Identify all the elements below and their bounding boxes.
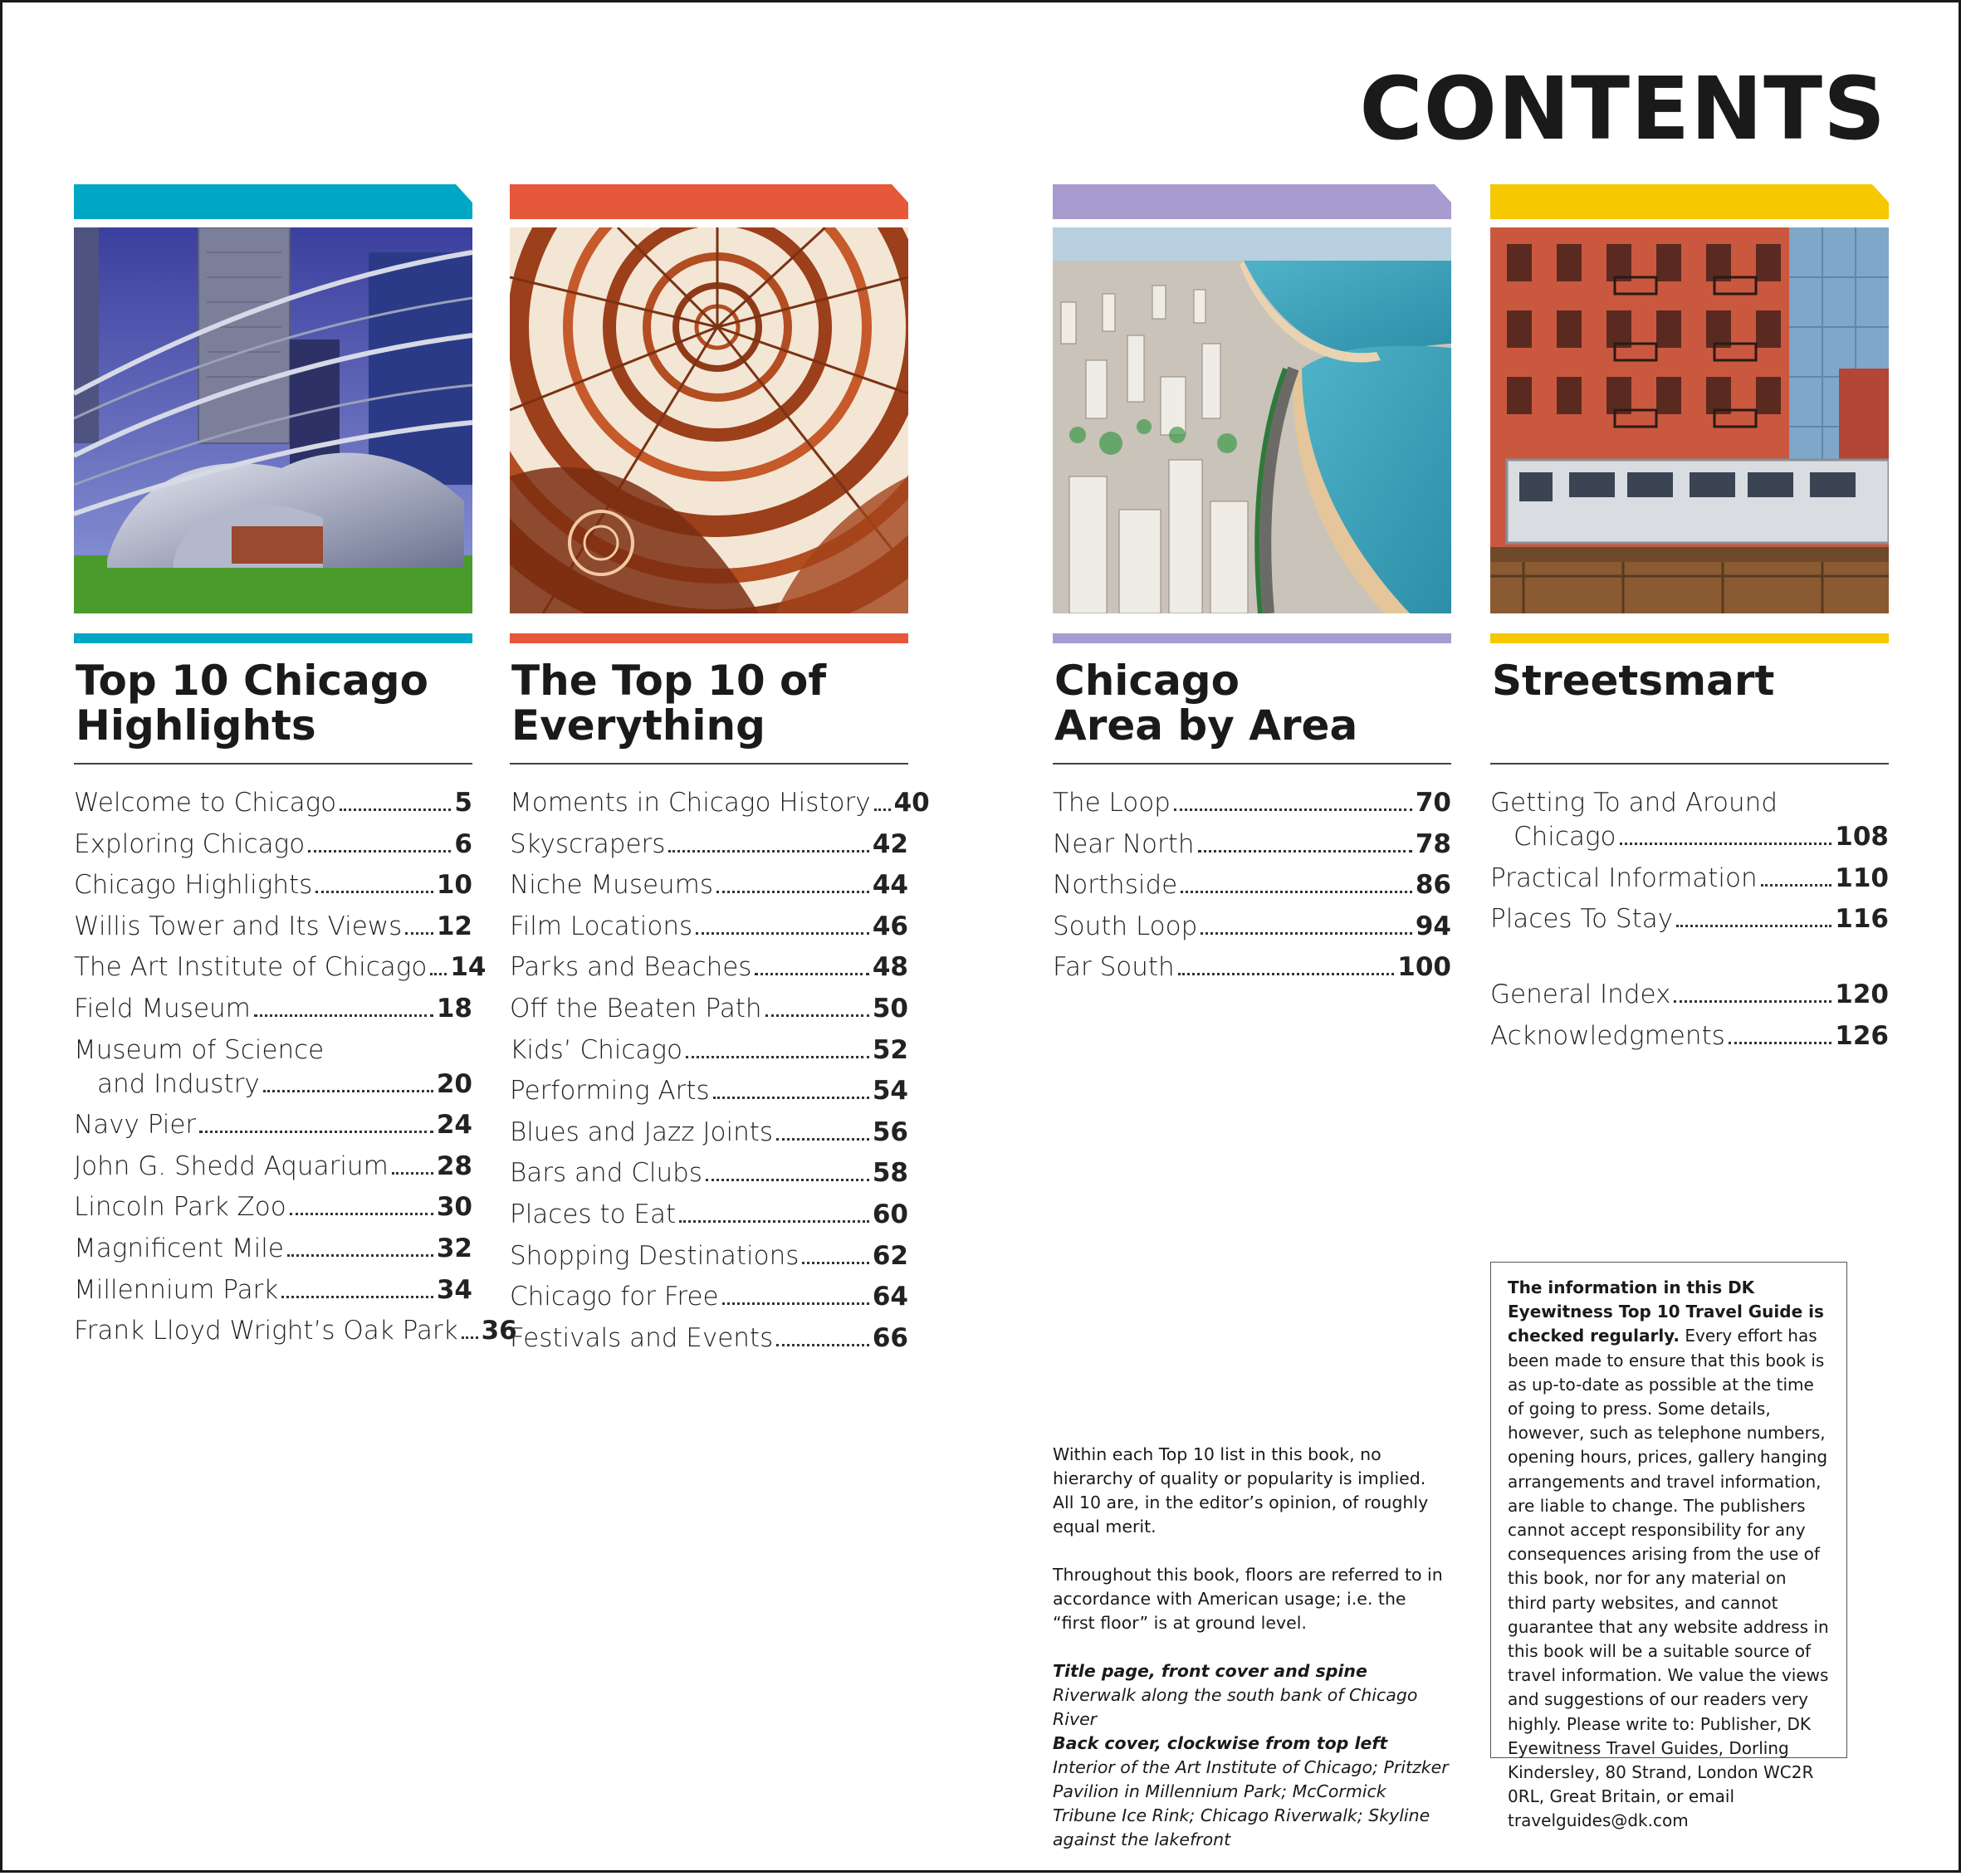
- entry-label: Welcome to Chicago: [74, 788, 337, 818]
- toc-entry[interactable]: [74, 1314, 517, 1348]
- section-heading: [511, 658, 908, 750]
- entry-label: The Loop: [1053, 788, 1171, 818]
- leader-dots: [340, 809, 451, 811]
- toc-entry[interactable]: [1490, 902, 1889, 936]
- leader-dots: [199, 1131, 433, 1133]
- page-title: CONTENTS: [1359, 58, 1886, 159]
- page-number: 10: [436, 870, 472, 901]
- heading-rule: [74, 763, 472, 765]
- page-number: 46: [872, 911, 908, 941]
- section-bar: [510, 633, 908, 643]
- page-number: 34: [436, 1274, 472, 1305]
- entry-label: Niche Museums: [510, 870, 714, 901]
- credit-text: Riverwalk along the south bank of Chicago River: [1053, 1685, 1418, 1729]
- leader-dots: [686, 1056, 869, 1058]
- leader-dots: [254, 1014, 433, 1017]
- page-number: 48: [872, 952, 908, 983]
- note-hierarchy: Within each Top 10 list in this book, no hierarchy of quality or popularity is implied. All 10 are, in the editor’s opinion, of roughly equal merit.: [1053, 1444, 1429, 1536]
- leader-dots: [1201, 932, 1412, 935]
- leader-dots: [696, 932, 869, 935]
- toc-entry[interactable]: [1053, 828, 1451, 862]
- leader-dots: [722, 1302, 869, 1305]
- leader-dots: [1674, 1000, 1831, 1003]
- page-number: 56: [872, 1116, 908, 1147]
- leader-dots: [392, 1172, 433, 1175]
- toc-list: [1490, 786, 1889, 1053]
- toc-entry[interactable]: [510, 1239, 908, 1273]
- entry-label: The Art Institute of Chicago: [74, 952, 428, 983]
- entry-label: Chicago Highlights: [74, 870, 313, 901]
- toc-entry[interactable]: [1053, 868, 1451, 902]
- toc-entry[interactable]: [510, 910, 908, 944]
- leader-dots: [290, 1213, 433, 1215]
- leader-dots: [755, 973, 868, 975]
- entry-label-continued: Chicago: [1514, 822, 1616, 852]
- page-number: 54: [872, 1076, 908, 1107]
- leader-dots: [1181, 891, 1412, 893]
- toc-entry[interactable]: [510, 1033, 908, 1067]
- leader-dots: [308, 850, 451, 853]
- page-number: 66: [872, 1322, 908, 1353]
- page-number: 28: [436, 1151, 472, 1181]
- leader-dots: [287, 1254, 433, 1257]
- page-number: 86: [1415, 870, 1451, 901]
- page-number: 42: [872, 828, 908, 859]
- page-number: 58: [872, 1158, 908, 1189]
- toc-entry[interactable]: [510, 868, 908, 902]
- credit-text: Interior of the Art Institute of Chicago; Pritzker Pavilion in Millennium Park; McCormick Tribune Ice Rink; Chicago Riverwalk; Skyline against the lakefront: [1053, 1757, 1449, 1849]
- section-bar: [1053, 633, 1451, 643]
- section-tab: [1490, 184, 1889, 219]
- entry-label: Festivals and Events: [510, 1322, 774, 1353]
- toc-entry[interactable]: [510, 786, 930, 820]
- entry-label: John G. Shedd Aquarium: [74, 1151, 389, 1181]
- page-number: 78: [1415, 828, 1451, 859]
- entry-label: Shopping Destinations: [510, 1240, 800, 1271]
- page-number: 62: [872, 1240, 908, 1271]
- section-heading: [1492, 658, 1889, 750]
- page-number: 60: [872, 1199, 908, 1229]
- leader-dots: [776, 1344, 869, 1346]
- toc-list: [510, 786, 930, 1356]
- heading-line-1: Streetsmart: [1492, 657, 1775, 705]
- entry-label: Performing Arts: [510, 1076, 710, 1107]
- leader-dots: [462, 1336, 478, 1339]
- entry-label: Off the Beaten Path: [510, 993, 762, 1023]
- toc-entry[interactable]: [74, 1190, 472, 1224]
- page-number: 108: [1835, 822, 1889, 852]
- toc-entry[interactable]: [74, 910, 472, 944]
- entry-label: Skyscrapers: [510, 828, 666, 859]
- toc-entry[interactable]: [74, 1108, 472, 1142]
- disclaimer-body: Every effort has been made to ensure that this book is as up-to-date as possible at the time of going to press. Some details, however, such as telephone numbers, opening hours, prices, gallery hanging arrangements and travel information, are liable to change. The publishers cannot accept responsibility for any consequences arising from the use of this book, nor for any material on third party websites, and cannot guarantee that any website address in this book will be a suitable source of travel information. We value the views and suggestions of our readers very highly. Please write to: Publisher, DK Eyewitness Travel Guides, Dorling Kindersley, 80 Strand, London WC2R 0RL, Great Britain, or email travelguides@dk.com: [1508, 1326, 1829, 1831]
- entry-label: General Index: [1490, 980, 1671, 1010]
- entry-label: Chicago for Free: [510, 1282, 719, 1312]
- page-number: 50: [872, 993, 908, 1023]
- section-bar: [74, 633, 472, 643]
- disclaimer-box: [1490, 1262, 1847, 1831]
- heading-line-2: Highlights: [76, 701, 316, 750]
- page-number: 64: [872, 1282, 908, 1312]
- entry-label: Kids’ Chicago: [510, 1034, 682, 1065]
- leader-dots: [716, 891, 869, 893]
- note-floors: Throughout this book, floors are referred to in accordance with American usage; i.e. the “first floor” is at ground level.: [1053, 1565, 1443, 1633]
- entry-label: Places to Eat: [510, 1199, 677, 1229]
- entry-label: Frank Lloyd Wright’s Oak Park: [74, 1316, 458, 1346]
- section-heading: [1054, 658, 1451, 750]
- toc-entry[interactable]: [1053, 950, 1451, 984]
- toc-entry[interactable]: [74, 950, 487, 984]
- entry-label: South Loop: [1053, 911, 1198, 941]
- toc-entry[interactable]: [510, 1116, 908, 1150]
- toc-entry[interactable]: [1490, 1019, 1889, 1053]
- heading-line-2: Area by Area: [1054, 701, 1358, 750]
- heading-line-1: The Top 10 of: [511, 657, 827, 705]
- leader-dots: [1620, 843, 1832, 845]
- section-heading: [76, 658, 472, 750]
- toc-list: [74, 786, 517, 1348]
- leader-dots: [706, 1179, 869, 1181]
- disclaimer-lead: The information in this DK Eyewitness Top 10 Travel Guide is checked regularly.: [1508, 1278, 1824, 1346]
- page-number: 52: [872, 1034, 908, 1065]
- entry-label: Bars and Clubs: [510, 1158, 702, 1189]
- page-number: 14: [450, 952, 487, 983]
- heading-line-1: Chicago: [1054, 657, 1240, 705]
- leader-dots: [315, 891, 433, 893]
- entry-label: Museum of Science: [74, 1034, 325, 1065]
- entry-label: Getting To and Around: [1490, 788, 1778, 818]
- entry-label: Northside: [1053, 870, 1178, 901]
- page-number: 40: [893, 788, 930, 818]
- leader-dots: [263, 1090, 433, 1092]
- toc-entry[interactable]: [74, 1273, 472, 1307]
- toc-entry[interactable]: [1490, 978, 1889, 1012]
- leader-dots: [1174, 809, 1412, 811]
- toc-entry[interactable]: [510, 1322, 908, 1356]
- leader-dots: [874, 809, 891, 811]
- leader-dots: [802, 1262, 868, 1264]
- entry-label: Field Museum: [74, 993, 251, 1023]
- toc-entry[interactable]: [510, 992, 908, 1026]
- toc-entry[interactable]: [1490, 786, 1889, 854]
- leader-dots: [679, 1220, 869, 1223]
- heading-rule: [1053, 763, 1451, 765]
- heading-rule: [510, 763, 908, 765]
- toc-entry[interactable]: [1053, 910, 1451, 944]
- toc-entry[interactable]: [74, 828, 472, 862]
- toc-entry[interactable]: [74, 1150, 472, 1184]
- entry-label: Practical Information: [1490, 862, 1758, 893]
- leader-dots: [668, 850, 868, 853]
- leader-dots: [430, 973, 447, 975]
- toc-entry[interactable]: [74, 1033, 472, 1102]
- entry-label: Magnificent Mile: [74, 1233, 284, 1263]
- entry-label: Willis Tower and Its Views: [74, 911, 403, 941]
- leader-dots: [713, 1097, 869, 1099]
- image-credits: [1053, 1659, 1451, 1852]
- toc-entry[interactable]: [1490, 862, 1889, 896]
- toc-entry[interactable]: [510, 1074, 908, 1108]
- entry-label: Near North: [1053, 828, 1195, 859]
- page-number: 70: [1415, 788, 1451, 818]
- credit-label: Back cover, clockwise from top left: [1053, 1733, 1388, 1753]
- spiral-staircase-photo: [510, 227, 908, 613]
- lakefront-aerial-photo: [1053, 227, 1451, 613]
- toc-entry[interactable]: [74, 786, 472, 820]
- section-tab: [510, 184, 908, 219]
- heading-line-1: Top 10 Chicago: [76, 657, 428, 705]
- page-number: 100: [1397, 952, 1451, 983]
- leader-dots: [1198, 850, 1412, 853]
- section-tab: [1053, 184, 1451, 219]
- page-number: 32: [436, 1233, 472, 1263]
- page-number: 6: [454, 828, 472, 859]
- toc-entry[interactable]: [74, 868, 472, 902]
- entry-label: Millennium Park: [74, 1274, 279, 1305]
- section-bar: [1490, 633, 1889, 643]
- page-number: 44: [872, 870, 908, 901]
- leader-dots: [1729, 1042, 1831, 1044]
- column-highlights: [74, 184, 517, 1356]
- leader-dots: [776, 1138, 869, 1141]
- page-number: 110: [1835, 862, 1889, 893]
- column-streetsmart: [1490, 184, 1889, 1060]
- leader-dots: [1676, 925, 1831, 927]
- toc-entry[interactable]: [510, 828, 908, 862]
- entry-label: Parks and Beaches: [510, 952, 752, 983]
- page-number: 36: [481, 1316, 517, 1346]
- leader-dots: [765, 1014, 869, 1017]
- leader-dots: [281, 1296, 433, 1298]
- page-number: 94: [1415, 911, 1451, 941]
- page-number: 24: [436, 1110, 472, 1141]
- pritzker-pavilion-photo: [74, 227, 472, 613]
- page-number: 30: [436, 1192, 472, 1223]
- toc-entry[interactable]: [74, 992, 472, 1026]
- editorial-notes: [1053, 1443, 1451, 1876]
- entry-label: Navy Pier: [74, 1110, 197, 1141]
- section-tab: [74, 184, 472, 219]
- page-number: 126: [1835, 1020, 1889, 1051]
- toc-list: [1053, 786, 1451, 984]
- credit-label: Title page, front cover and spine: [1053, 1661, 1367, 1681]
- page-number: 18: [436, 993, 472, 1023]
- entry-label: Blues and Jazz Joints: [510, 1116, 774, 1147]
- elevated-train-photo: [1490, 227, 1889, 613]
- entry-label: Places To Stay: [1490, 904, 1674, 935]
- leader-dots: [405, 932, 433, 935]
- entry-label: Lincoln Park Zoo: [74, 1192, 286, 1223]
- page-number: 120: [1835, 980, 1889, 1010]
- page-number: 20: [436, 1068, 472, 1099]
- toc-entry[interactable]: [510, 1280, 908, 1314]
- entry-label: Film Locations: [510, 911, 693, 941]
- toc-entry[interactable]: [510, 1156, 908, 1190]
- toc-entry[interactable]: [510, 1198, 908, 1232]
- leader-dots: [1178, 973, 1395, 975]
- heading-rule: [1490, 763, 1889, 765]
- page-number: 12: [436, 911, 472, 941]
- toc-entry[interactable]: [510, 950, 908, 984]
- page-number: 116: [1835, 904, 1889, 935]
- column-everything: [510, 184, 930, 1362]
- toc-entry[interactable]: [1053, 786, 1451, 820]
- heading-line-2: Everything: [511, 701, 765, 750]
- toc-entry[interactable]: [74, 1232, 472, 1266]
- entry-label-continued: and Industry: [97, 1068, 260, 1099]
- entry-label: Moments in Chicago History: [510, 788, 871, 818]
- column-area: [1053, 184, 1451, 992]
- page-number: 5: [454, 788, 472, 818]
- entry-label: Exploring Chicago: [74, 828, 306, 859]
- leader-dots: [1761, 884, 1832, 887]
- entry-label: Far South: [1053, 952, 1175, 983]
- entry-label: Acknowledgments: [1490, 1020, 1725, 1051]
